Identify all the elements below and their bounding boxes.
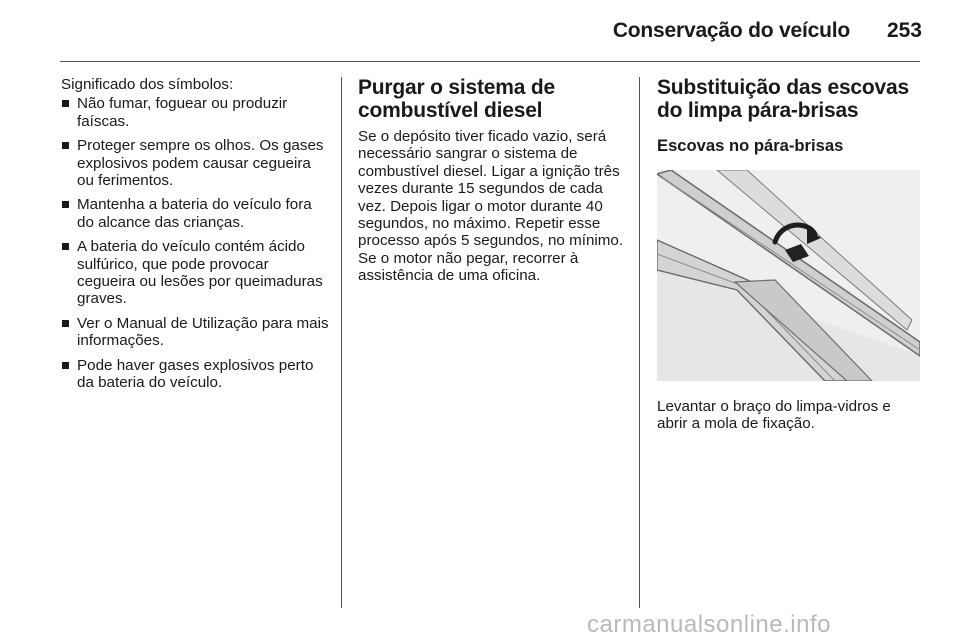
bullet-icon [62,142,69,149]
column-divider-2 [639,77,640,608]
wiper-caption: Levantar o braço do limpa-vidros e abrir a mola de fixação. [657,398,891,433]
header-divider [60,61,920,62]
list-item-text: A bateria do veículo contém ácido sulfúrico, que pode provocar cegueira ou lesões por queimaduras graves. [77,238,323,308]
watermark-text: carmanualsonline.info [587,611,831,638]
wiper-illustration [657,170,920,381]
bullet-icon [62,320,69,327]
list-item-text: Ver o Manual de Utilização para mais informações. [77,314,329,350]
list-item [61,238,329,308]
column-wiper-blades [657,76,923,433]
section-heading-diesel: Purgar o sistema de combustível diesel [358,76,555,122]
symbols-intro: Significado dos símbolos: [61,76,234,93]
list-item [61,315,329,350]
diesel-body-text: Se o depósito tiver ficado vazio, será necessário sangrar o sistema de combustível diesel. Ligar a ignição três vezes durante 15 segundos de cada vez. Depois ligar o motor durante 40 segundos, no máximo. Repetir esse processo após 5 segundos, no mínimo. Se o motor não pegar, recorrer à assistência de uma oficina. [358,128,624,285]
bullet-icon [62,362,69,369]
wiper-arm-drawing [657,170,920,381]
list-item-text: Pode haver gases explosivos perto da bateria do veículo. [77,356,314,392]
list-item [61,95,329,130]
list-item [61,137,329,189]
section-heading-wipers: Substituição das escovas do limpa pára-brisas [657,76,909,122]
list-item [61,357,329,392]
bullet-icon [62,243,69,250]
symbols-list [61,95,329,391]
page-header-title: Conservação do veículo [612,19,850,42]
subheading-windscreen-wipers: Escovas no pára-brisas [657,136,844,155]
column-diesel-purge [358,76,628,285]
column-divider-1 [341,77,342,608]
list-item-text: Proteger sempre os olhos. Os gases explosivos podem causar cegueira ou ferimentos. [77,137,324,190]
column-symbols [61,76,329,399]
list-item [61,196,329,231]
bullet-icon [62,201,69,208]
list-item-text: Mantenha a bateria do veículo fora do alcance das crianças. [77,196,312,231]
page-number: 253 [886,19,922,42]
bullet-icon [62,100,69,107]
list-item-text: Não fumar, foguear ou produzir faíscas. [77,95,288,130]
